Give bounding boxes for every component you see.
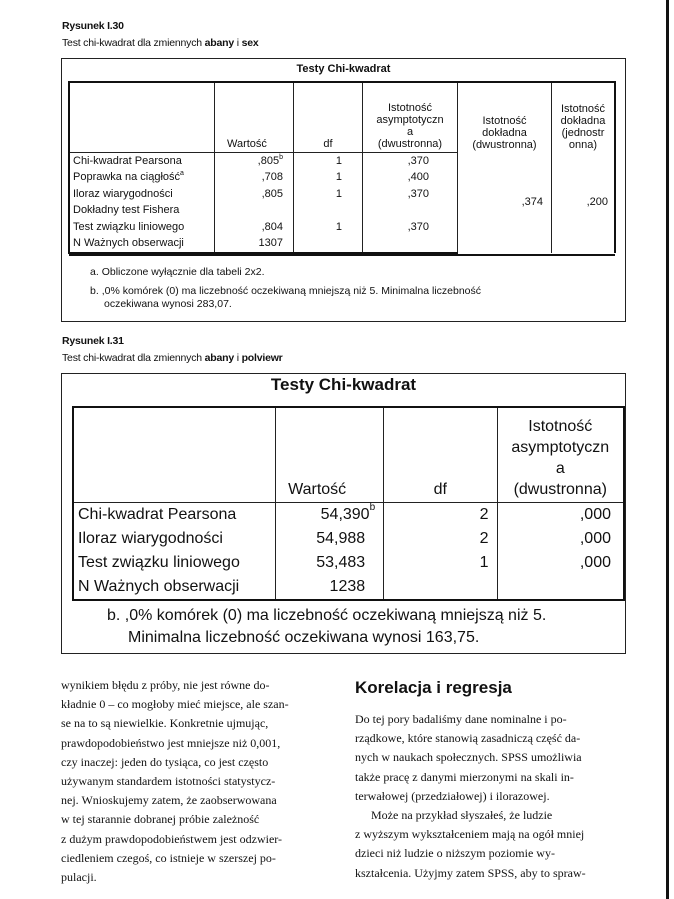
text-line: Do tej pory badaliśmy dane nominalne i po- (355, 712, 567, 726)
row-value: ,708 (215, 170, 294, 187)
value-text: 54,390 (320, 506, 370, 523)
figure2-caption (62, 352, 283, 364)
row-value: 1307 (215, 236, 294, 254)
row-asymp: ,000 (497, 527, 624, 551)
text-line: kształcenia. Użyjmy zatem SPSS, aby to spraw- (355, 865, 586, 880)
row-value: ,804 (215, 219, 294, 236)
header-line: Istotność (387, 102, 433, 114)
table-row (69, 153, 615, 170)
page-edge-shadow (666, 0, 669, 899)
row-value (215, 203, 294, 220)
header-exact2 (458, 82, 552, 153)
row-value: 53,483 (276, 551, 384, 575)
row-value (276, 503, 384, 528)
footnote-b-line2: Minimalna liczebność oczekiwana wynosi 163,75. (128, 629, 480, 646)
row-label: Test związku liniowego (73, 551, 276, 575)
header-exact1 (552, 82, 616, 153)
row-df (294, 236, 363, 254)
header-line: Istotność (560, 102, 606, 115)
text-line: ciedleniem czegoś, co istnieje w szerszej po- (61, 850, 276, 865)
footnote-marker: b (369, 502, 376, 513)
row-label: Iloraz wiarygodności (69, 186, 215, 203)
header-line: asymptotyczn (511, 439, 610, 456)
row-df: 2 (384, 503, 497, 528)
row-asymp (363, 203, 458, 220)
header-value: Wartość (215, 82, 294, 153)
row-asymp: ,370 (363, 186, 458, 203)
table-row (73, 551, 624, 575)
header-value: Wartość (276, 407, 384, 503)
footnote-text: oczekiwana wynosi 283,07. (104, 298, 232, 310)
caption-text: i (236, 37, 239, 49)
row-df: 1 (384, 551, 497, 575)
header-line: dokładna (560, 114, 606, 127)
left-column-text (61, 676, 332, 887)
row-asymp: ,370 (363, 219, 458, 236)
text-line: także pracę z danymi mierzonymi na skali in- (355, 769, 574, 784)
chi-square-table-1 (61, 58, 626, 322)
row-asymp (497, 575, 624, 600)
footnote-marker: a. (90, 266, 99, 278)
footnote-marker: b (279, 153, 283, 161)
text-line: se na to są niewielkie. Konkretnie ujmując, (61, 716, 269, 731)
table-row (73, 527, 624, 551)
row-asymp: ,000 (497, 551, 624, 575)
row-label: Test związku liniowego (69, 219, 215, 236)
text-line: nych w naukach społecznych. SPSS umożliwia (355, 750, 582, 765)
right-column-text (355, 710, 625, 883)
table-row (73, 503, 624, 528)
text-line: dzieci niż ludzie o niższym poziomie wy- (355, 846, 555, 861)
row-asymp (363, 236, 458, 254)
row-value (215, 153, 294, 170)
text-line: Może na przykład słyszałeś, że ludzie (371, 808, 553, 823)
caption-var: polviewr (241, 352, 283, 364)
row-asymp: ,370 (363, 153, 458, 170)
header-line: (dwustronna) (472, 138, 537, 151)
row-label (69, 170, 215, 187)
row-value: ,805 (215, 186, 294, 203)
footnote-text: ,0% komórek (0) ma liczebność oczekiwaną mniejszą niż 5. Minimalna liczebność (101, 285, 482, 297)
results-table (68, 81, 616, 256)
text-line: rządkowe, które stanowią zasadniczą część da- (355, 731, 581, 746)
row-df: 1 (294, 153, 363, 170)
header-line: Istotność (528, 418, 593, 435)
header-line: asymptotyczn (376, 114, 444, 126)
header-asymp (363, 82, 458, 153)
footnote-a (90, 266, 265, 279)
section-heading: Korelacja i regresja (355, 678, 512, 697)
label-text: Poprawka na ciągłość (73, 171, 181, 184)
row-df: 1 (294, 219, 363, 236)
row-label: Chi-kwadrat Pearsona (69, 153, 215, 170)
row-df (384, 575, 497, 600)
row-df: 1 (294, 186, 363, 203)
header-df: df (294, 82, 363, 153)
table-row (73, 575, 624, 600)
caption-text: i (236, 352, 239, 364)
table-title: Testy Chi-kwadrat (296, 63, 391, 75)
caption-text: Test chi-kwadrat dla zmiennych (62, 352, 202, 364)
footnote-b (90, 285, 481, 311)
row-label: Chi-kwadrat Pearsona (73, 503, 276, 528)
header-line: a (555, 460, 565, 477)
caption-text: Test chi-kwadrat dla zmiennych (62, 37, 202, 49)
text-line: pulacji. (61, 870, 97, 885)
row-label: Iloraz wiarygodności (73, 527, 276, 551)
header-blank (73, 407, 276, 503)
footnote-marker: a (180, 170, 184, 178)
fisher-exact2: ,374 (458, 153, 552, 254)
figure1-caption (62, 37, 258, 49)
text-line: używanym standardem istotności statystycz- (61, 774, 276, 789)
text-line: czy inaczej: jeden do tysiąca, co jest często (61, 754, 269, 769)
header-line: (dwustronna) (513, 481, 607, 498)
row-value: 54,988 (276, 527, 384, 551)
row-df: 2 (384, 527, 497, 551)
row-df (294, 203, 363, 220)
text-line: terwałowej (przedziałowej) i ilorazowej. (355, 788, 550, 803)
header-line: (jednostr (561, 126, 605, 139)
text-line: wynikiem błędu z próby, nie jest równe do- (61, 678, 270, 692)
table-title: Testy Chi-kwadrat (270, 375, 417, 394)
row-label: N Ważnych obserwacji (73, 575, 276, 600)
results-table (72, 406, 625, 601)
header-line: a (406, 126, 414, 138)
figure1-label: Rysunek I.30 (62, 20, 124, 32)
text-line: kładnie 0 – co mogłoby mieć miejsce, ale szan- (61, 697, 289, 712)
row-df: 1 (294, 170, 363, 187)
value-text: ,805 (257, 154, 280, 167)
row-label: Dokładny test Fishera (69, 203, 215, 220)
footnote-b: b. ,0% komórek (0) ma liczebność oczekiwaną mniejszą niż 5. (107, 607, 547, 624)
header-line: onna) (568, 138, 598, 151)
footnote-marker: b. (90, 285, 99, 297)
text-line: z dużym prawdopodobieństwem jest odzwier- (61, 831, 283, 846)
row-asymp: ,400 (363, 170, 458, 187)
footnote-text: Obliczone wyłącznie dla tabeli 2x2. (101, 266, 265, 278)
header-blank (69, 82, 215, 153)
figure2-label: Rysunek I.31 (62, 335, 124, 347)
row-value: 1238 (276, 575, 384, 600)
caption-var: sex (241, 37, 259, 49)
caption-var: abany (204, 37, 234, 49)
text-line: prawdopodobieństwo jest mniejsze niż 0,001, (61, 735, 281, 750)
header-line: (dwustronna) (377, 138, 443, 150)
header-asymp (497, 407, 624, 503)
header-line: Istotność (482, 114, 527, 127)
text-line: w tej starannie dobranej próbie zależność (61, 812, 260, 827)
header-df: df (384, 407, 497, 503)
row-label: N Ważnych obserwacji (69, 236, 215, 254)
chi-square-table-2 (61, 373, 626, 654)
fisher-exact1: ,200 (552, 153, 616, 254)
row-asymp: ,000 (497, 503, 624, 528)
text-line: nej. Wnioskujemy zatem, że zaobserwowana (61, 793, 277, 808)
text-line: z wyższym wykształceniem mają na ogół mniej (355, 827, 585, 842)
header-line: dokładna (482, 126, 527, 139)
caption-var: abany (204, 352, 234, 364)
